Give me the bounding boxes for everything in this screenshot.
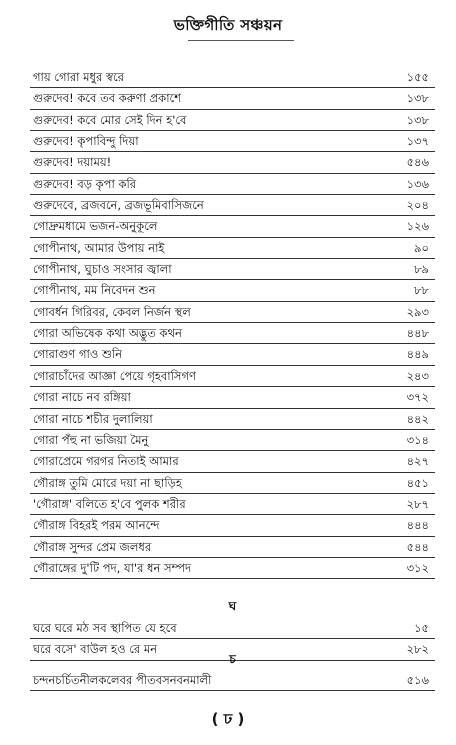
index-entry [30,494,435,515]
entry-title: গুরুদেবে, ব্রজবনে, ব্রজভূমিবাসিজনে [33,198,204,213]
index-entry [30,88,435,109]
entry-page-number: ১৩৮ [406,112,429,127]
entry-page-number: ৪৪৯ [406,347,429,362]
entry-title: গোদ্রুমধামে ভজন-অনুকূলে [33,219,158,234]
entry-title: গোবর্ধন গিরিবর, কেবল নির্জন স্থল [33,304,191,319]
entry-title: গুরুদেব! বড় কৃপা করি [33,176,137,191]
entry-title: চন্দনচর্চিতনীলকলেবর পীতবসনবনমালী [33,673,212,687]
entry-page-number: ৩১৪ [406,432,429,447]
entry-page-number: ১৩৬ [406,176,429,191]
entry-title: গোরা অভিষেক কথা অদ্ভুত কথন [33,326,182,341]
entry-page-number: ৪২৭ [406,454,429,469]
entry-page-number: ২৮৭ [406,496,429,511]
entry-page-number: ৫১৬ [406,673,429,687]
index-entry [30,344,435,365]
page-title: ভক্তিগীতি সঞ্চয়ন [173,16,283,34]
index-entry [30,618,435,639]
index-entry [30,195,435,216]
index-entry [30,110,435,131]
entry-title: গোরাচাঁদের আজ্ঞা পেয়ে গৃহবাসিগণ [33,368,197,383]
index-entry [30,670,435,691]
entry-title: গোরাগুণ গাও শুনি [33,347,123,362]
entry-page-number: ৪৪২ [406,411,429,426]
index-entry [30,558,435,579]
entry-page-number: ৩১২ [406,560,429,575]
entry-page-number: ২০৪ [406,198,429,213]
entry-page-number: ২৯৩ [406,304,429,319]
entry-title: ঘরে ঘরে মঠ সব স্থাপিত যে হবে [33,621,177,635]
index-entry [30,238,435,259]
entry-page-number: ৩৭২ [406,390,429,405]
entry-page-number: ৫৪৬ [406,155,429,170]
entry-page-number: ২৮২ [406,642,429,657]
index-entry [30,302,435,323]
index-entry [30,152,435,173]
entry-title: গুরুদেব! কবে মোর সেই দিন হ'বে [33,112,187,127]
index-entry [30,216,435,237]
entry-title: গুরুদেব! কবে তব করুণা প্রকাশে [33,91,181,106]
entry-title: ঘরে বসে' বাউল হও রে মন [33,642,158,657]
entry-title: গোরাপ্রেমে গরগর নিতাই আমার [33,454,179,469]
index-entry [30,67,435,88]
entry-title: 'গৌরাঙ্গ' বলিতে হ'বে পুলক শরীর [33,496,186,511]
page-number-footer: ( ঢ ) [211,710,245,728]
entry-page-number: ১৫৫ [406,70,429,84]
entry-title: গায় গোরা মধুর স্বরে [33,70,124,84]
index-entry [30,174,435,195]
index-entry [30,323,435,344]
index-entry [30,259,435,280]
entry-title: গৌরাঙ্গের দু'টি পদ, যা'র ধন সম্পদ [33,560,191,575]
entry-title: গৌরাঙ্গ বিহরই পরম আনন্দে [33,518,160,533]
index-entry [30,409,435,430]
title-underline [188,40,294,41]
index-entry [30,131,435,152]
entry-title: গুরুদেব! কৃপাবিন্দু দিয়া [33,134,139,149]
index-entry [30,430,435,451]
entry-page-number: ৪৪৪ [406,518,429,533]
entry-title: গোপীনাথ, আমার উপায় নাই [33,240,165,255]
index-entry [30,280,435,301]
entry-page-number: ১৩৭ [406,134,429,149]
entry-page-number: ৪৫১ [406,475,429,490]
entry-page-number: ৮৯ [414,262,429,277]
index-entry [30,366,435,387]
entry-title: গৌরাঙ্গ সুন্দর প্রেম জলধর [33,539,152,554]
entry-title: গোরা নাচে শচীর দুলালিয়া [33,411,153,426]
index-entry [30,451,435,472]
section-heading-gha: ঘ [228,599,237,613]
entry-page-number: ২৪৩ [406,368,429,383]
entry-title: গোপীনাথ, ঘুচাও সংসার জ্বালা [33,262,172,277]
entry-title: গোরা নাচে নব রঙ্গিয়া [33,390,131,405]
entry-page-number: ৯০ [414,240,429,255]
entry-title: গৌরাঙ্গ তুমি মোরে দয়া না ছাড়িহ [33,475,182,490]
entry-page-number: ৮৮ [414,283,429,298]
index-entry [30,515,435,536]
entry-page-number: ১৩৮ [406,91,429,106]
entry-title: গোপীনাথ, মম নিবেদন শুন [33,283,156,298]
index-entry [30,537,435,558]
entry-title: গুরুদেব! দয়াময়! [33,155,112,170]
index-list-ga [30,67,435,579]
index-entry [30,387,435,408]
entry-title: গোরা পঁহু না ভজিয়া মৈনু [33,432,149,447]
entry-page-number: ১৫ [414,621,429,635]
section-heading-cha: চ [229,652,236,666]
index-entry [30,473,435,494]
index-list-cha [30,670,435,691]
entry-page-number: ৫৪৪ [406,539,429,554]
entry-page-number: ৪৪৮ [406,326,429,341]
entry-page-number: ১২৬ [406,219,429,234]
